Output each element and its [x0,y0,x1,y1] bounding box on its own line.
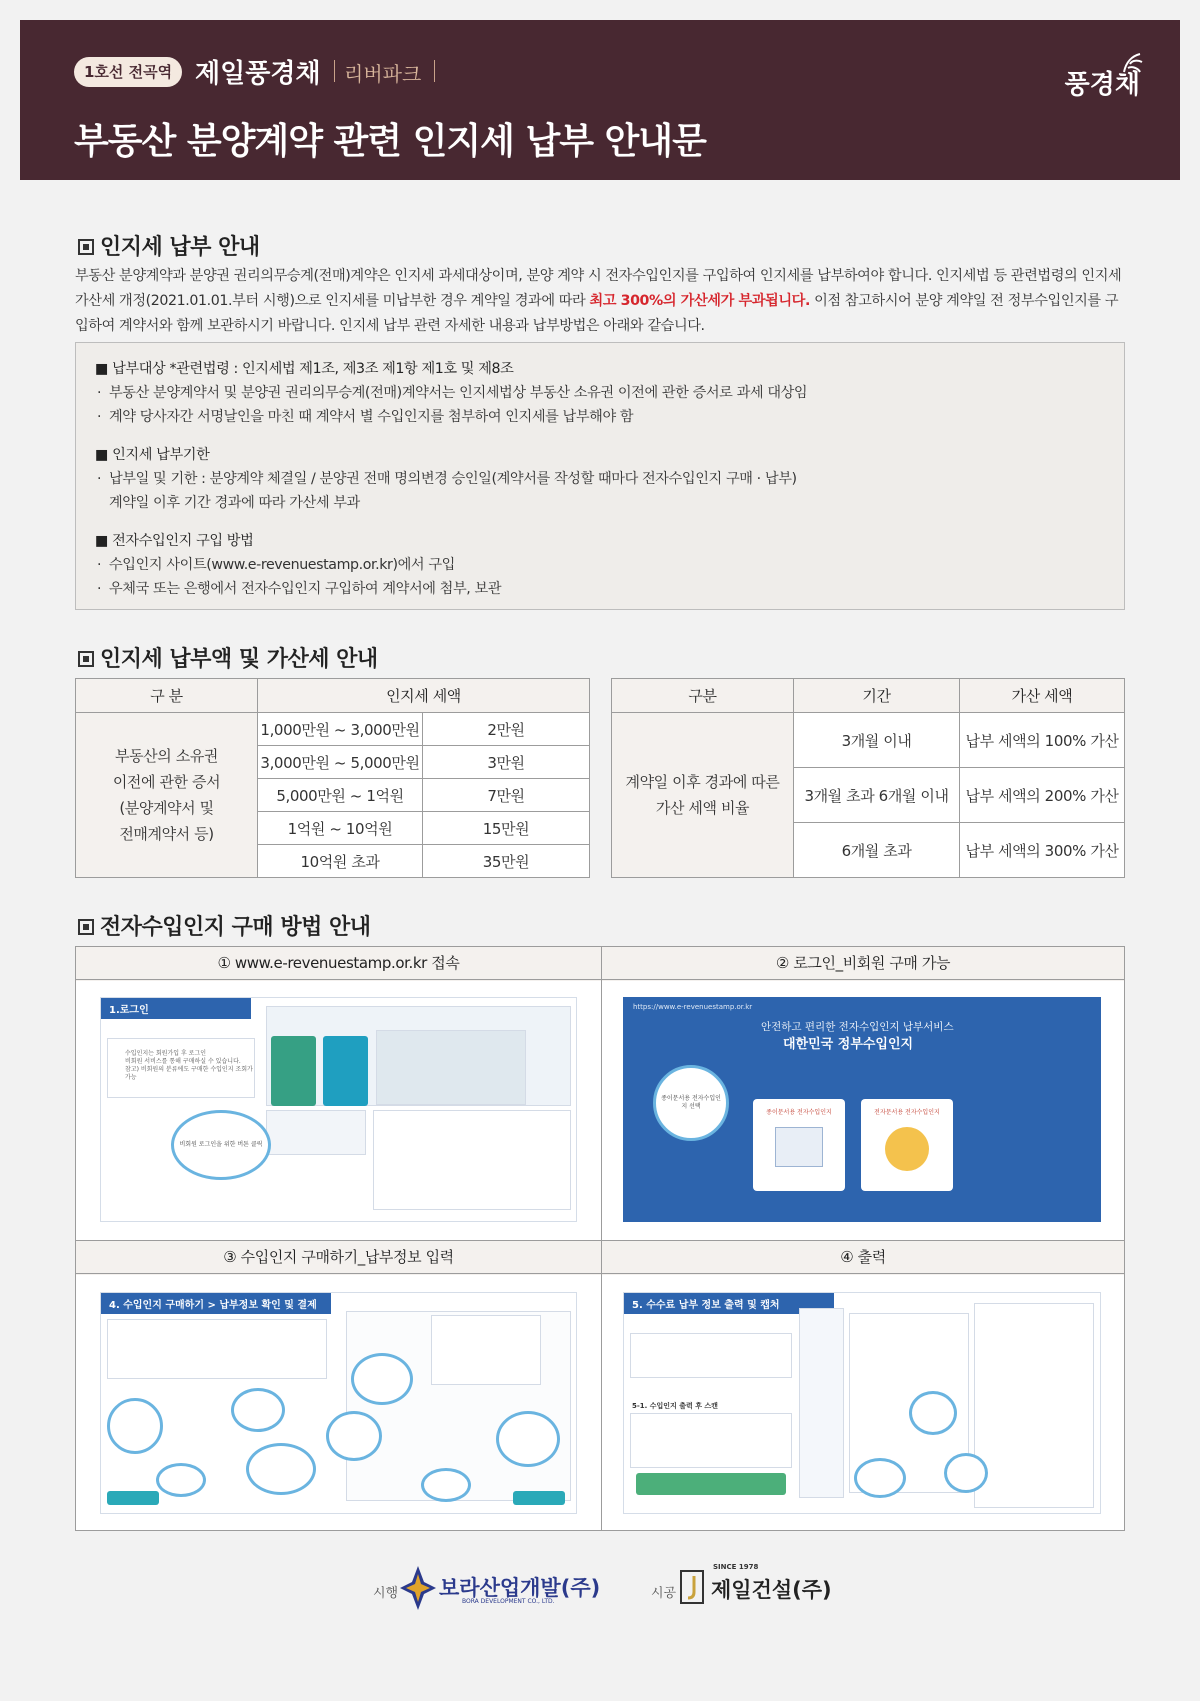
footer-brand-developer-en: BORA DEVELOPMENT CO., LTD. [462,1598,555,1605]
jeil-logo-icon [680,1570,704,1604]
callout-bubble [351,1353,413,1405]
square-bullet-icon [78,651,94,667]
info-group-purchase: ■ 전자수입인지 구입 방법 · 수입인지 사이트(www.e-revenuestamp.or.kr)에서 구입 · 우체국 또는 은행에서 전자수입인지 구입하여 계약서에 첨부, 보관 [95,529,1105,601]
table-cell: 납부 세액의 200% 가산 [960,768,1125,823]
callout-bubble [909,1391,957,1435]
footer-brand-developer: 보라산업개발(주) [439,1576,601,1600]
table-cell: 35만원 [423,845,590,878]
table-cell: 7만원 [423,779,590,812]
table-cell: 15만원 [423,812,590,845]
tax-table-header-category: 구 분 [76,679,258,713]
purchase-steps-grid [75,946,1125,1531]
info-box [75,342,1125,610]
table-cell: 3개월 초과 6개월 이내 [794,768,960,823]
tax-table-header-amount: 인지세 세액 [258,679,590,713]
callout-bubble [944,1453,988,1493]
table-cell: 1억원 ~ 10억원 [258,812,423,845]
callout-bubble [107,1398,163,1454]
intro-paragraph: 부동산 분양계약과 분양권 권리의무승계(전매)계약은 인지세 과세대상이며, 분양 계약 시 전자수입인지를 구입하여 인지세를 납부하여야 합니다. 인지세법 등 관련법령의 인지세 가산세 개정(2021.01.01.부터 시행)으로 인지세를 미납부한 경우 계약일 경과에 따라 최고 300%의 가산세가 부과됩니다. 이점 참고하시어 분양 계약일 전 정부수입인지를 구입하여 계약서와 함께 보관하시기 바랍니다. 인지세 납부 관련 자세한 내용과 납부방법은 아래와 같습니다. [75,268,1122,334]
footer-label-developer: 시행 [373,1586,399,1601]
callout-bubble [231,1388,285,1432]
penalty-table-header: 구분 [612,679,794,713]
penalty-table-header: 가산 세액 [960,679,1125,713]
paper-stamp-card: 종이문서용 전자수입인지 [753,1099,845,1191]
callout-bubble [854,1458,906,1498]
site-screenshot: https://www.e-revenuestamp.or.kr 안전하고 편리한 전자수입인지 납부서비스 대한민국 정부수입인지 종이문서용 전자수입인지 전자문서용 전자수입인지 종이문서용 전자수입인지 선택 [623,997,1101,1222]
electronic-stamp-card: 전자문서용 전자수입인지 [861,1099,953,1191]
table-cell: 1,000만원 ~ 3,000만원 [258,713,423,746]
brand-divider [434,60,435,82]
callout-bubble [421,1468,471,1502]
callout-bubble: 종이문서용 전자수입인지 선택 [653,1065,729,1141]
step-4-title: ④ 출력 [602,1241,1124,1274]
brand-name: 제일풍경채 [195,59,321,89]
step-2-title: ② 로그인_비회원 구매 가능 [602,947,1124,980]
penalty-table-header: 기간 [794,679,960,713]
section-title-tax-amount: 인지세 납부액 및 가산세 안내 [78,642,378,673]
login-screenshot: 1.로그인 수입인지는 회원가입 후 로그인 비회원 서비스를 통해 구매하실 수 있습니다. 참고) 비회원의 분류에도 구매한 수입인지 조회가 가능 비회원 로그인을 위한 버튼 클릭 [100,997,577,1222]
callout-bubble [246,1443,316,1495]
table-cell: 6개월 초과 [794,823,960,878]
table-cell: 납부 세액의 300% 가산 [960,823,1125,878]
penalty-warning: 최고 300%의 가산세가 부과됩니다. [589,293,810,309]
tax-table-group: 부동산의 소유권 이전에 관한 증서 (분양계약서 및 전매계약서 등) [76,713,258,878]
table-cell: 2만원 [423,713,590,746]
table-cell: 3,000만원 ~ 5,000만원 [258,746,423,779]
info-group-target: ■ 납부대상 *관련법령 : 인지세법 제1조, 제3조 제1항 제1호 및 제8조 · 부동산 분양계약서 및 분양권 권리의무승계(전매)계약서는 인지세법상 부동산 소유권 이전에 관한 증서로 과세 대상임 · 계약 당사자간 서명날인을 마친 때 계약서 별 수입인지를 첨부하여 인지세를 납부해야 함 [95,357,1105,429]
square-bullet-icon [78,919,94,935]
penalty-table-group: 계약일 이후 경과에 따른 가산 세액 비율 [612,713,794,878]
footer-label-builder: 시공 [651,1586,677,1601]
footer-since: SINCE 1978 [713,1563,759,1571]
leaf-icon [1116,50,1146,80]
header-banner [20,20,1180,180]
brand-sub: 리버파크 [344,62,422,86]
callout-bubble [326,1411,382,1461]
table-cell: 10억원 초과 [258,845,423,878]
footer-brand-builder: 제일건설(주) [711,1578,832,1602]
brand-divider [334,60,335,82]
callout-bubble [496,1411,560,1467]
page-title: 부동산 분양계약 관련 인지세 납부 안내문 [74,121,706,162]
table-cell: 3만원 [423,746,590,779]
purchase-screenshot: 4. 수입인지 구매하기 > 납부정보 확인 및 결제 [100,1292,577,1514]
section-title-payment: 인지세 납부 안내 [78,230,260,261]
station-badge: 1호선 전곡역 [74,57,182,87]
print-screenshot: 5. 수수료 납부 정보 출력 및 캡처 5-1. 수입인지 출력 후 스캔 [623,1292,1101,1514]
table-cell: 납부 세액의 100% 가산 [960,713,1125,768]
tax-table [75,678,590,878]
brand-logo: 풍경채 [1064,70,1140,100]
step-1-title: ① www.e-revenuestamp.or.kr 접속 [76,947,601,980]
info-group-deadline: ■ 인지세 납부기한 · 납부일 및 기한 : 분양계약 체결일 / 분양권 전매 명의변경 승인일(계약서를 작성할 때마다 전자수입인지 구매 · 납부) 계약일 이후 기간 경과에 따라 가산세 부과 [95,443,1105,515]
square-bullet-icon [78,239,94,255]
table-cell: 3개월 이내 [794,713,960,768]
callout-bubble: 비회원 로그인을 위한 버튼 클릭 [171,1110,271,1180]
step-3-title: ③ 수입인지 구매하기_납부정보 입력 [76,1241,601,1274]
bora-logo-icon [400,1566,436,1610]
callout-bubble [156,1463,206,1497]
table-cell: 5,000만원 ~ 1억원 [258,779,423,812]
section-title-purchase: 전자수입인지 구매 방법 안내 [78,910,371,941]
penalty-table [611,678,1125,878]
